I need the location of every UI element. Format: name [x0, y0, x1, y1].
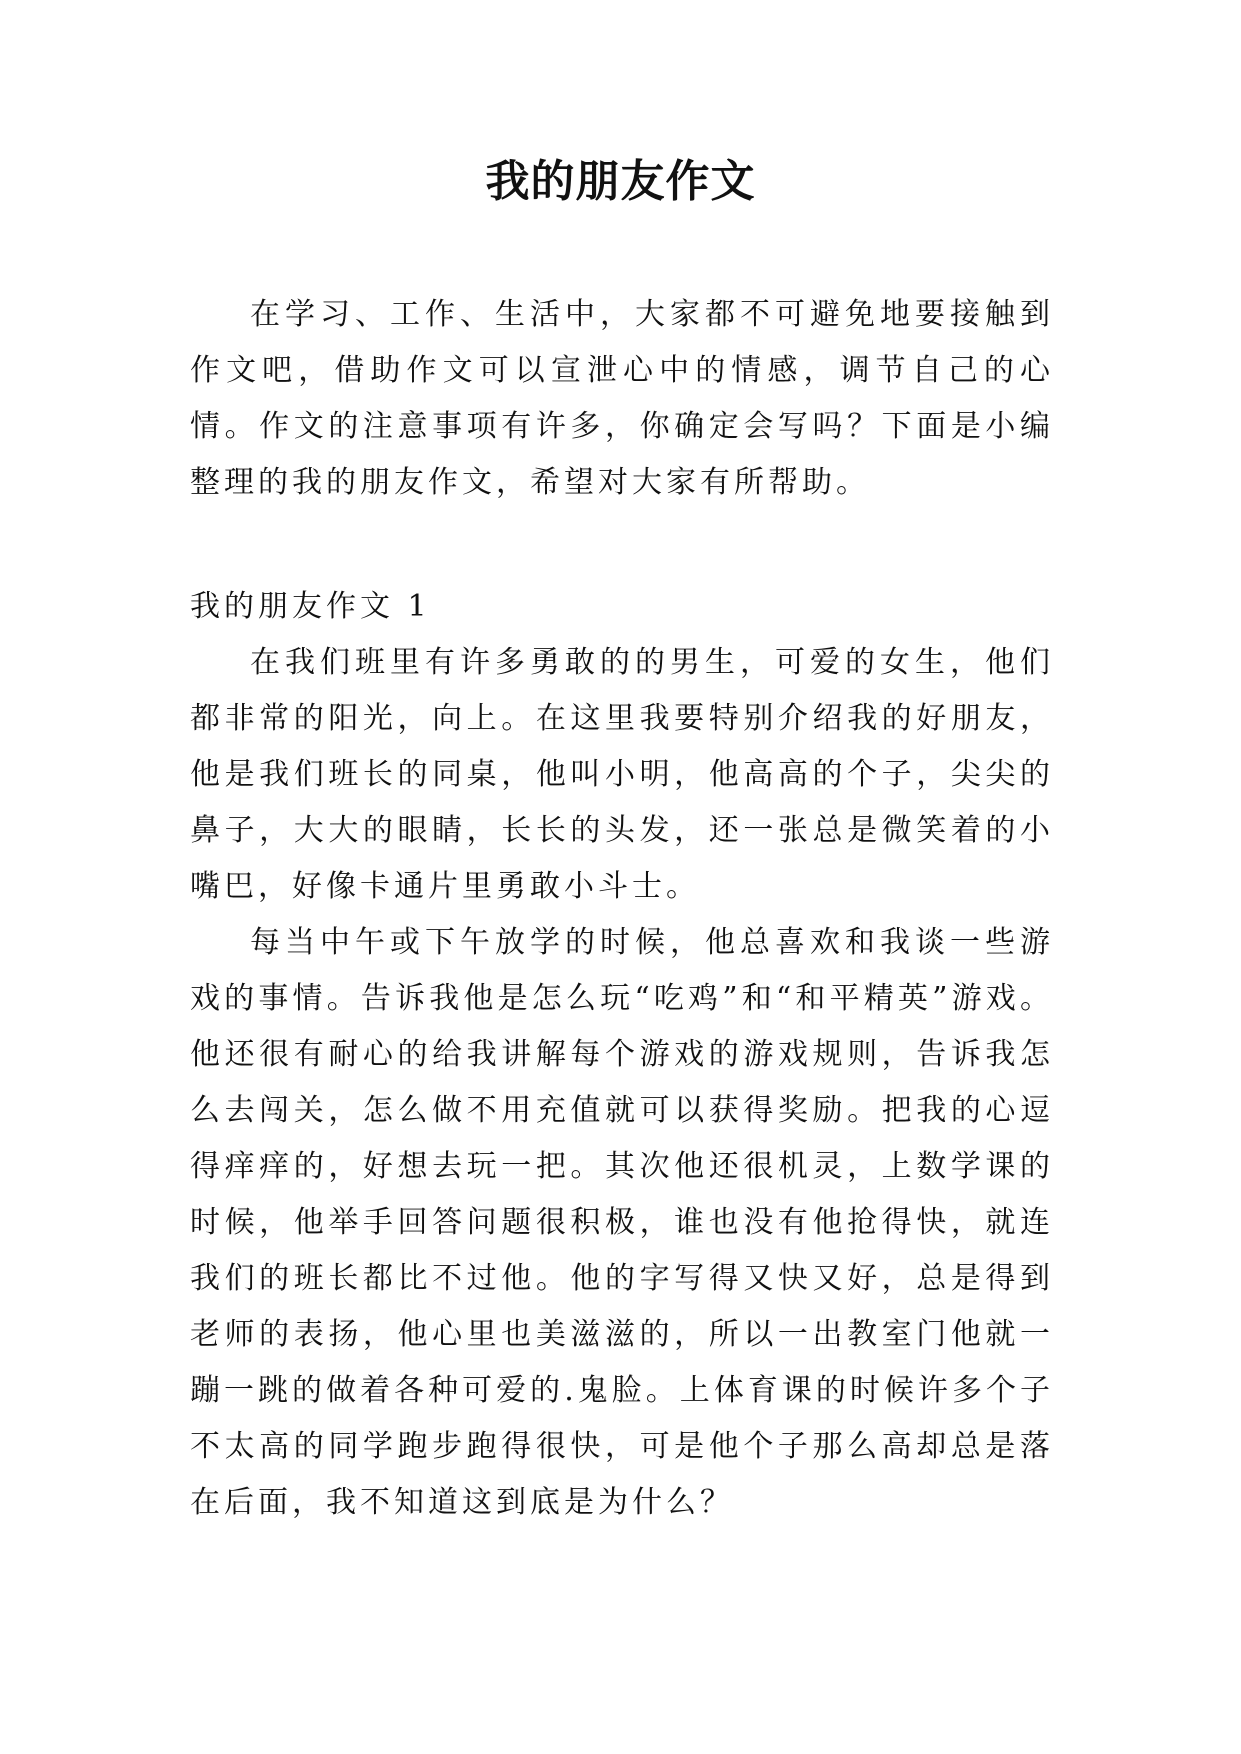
- intro-paragraph: 在学习、工作、生活中，大家都不可避免地要接触到作文吧，借助作文可以宣泄心中的情感，调节自己的心情。作文的注意事项有许多，你确定会写吗？下面是小编整理的我的朋友作文，希望对大家有所帮助。: [190, 297, 1054, 500]
- essay-body: [190, 635, 1054, 1531]
- document-title: 我的朋友作文: [485, 156, 756, 207]
- essay-paragraph-2: 每当中午或下午放学的时候，他总喜欢和我谈一些游戏的事情。告诉我他是怎么玩“吃鸡”和“和平精英”游戏。他还很有耐心的给我讲解每个游戏的游戏规则，告诉我怎么去闯关，怎么做不用充值就可以获得奖励。把我的心逗得痒痒的，好想去玩一把。其次他还很机灵，上数学课的时候，他举手回答问题很积极，谁也没有他抢得快，就连我们的班长都比不过他。他的字写得又快又好，总是得到老师的表扬，他心里也美滋滋的，所以一出教室门他就一蹦一跳的做着各种可爱的.鬼脸。上体育课的时候许多个子不太高的同学跑步跑得很快，可是他个子那么高却总是落在后面，我不知道这到底是为什么？: [190, 925, 1054, 1520]
- section-heading: 我的朋友作文 1: [190, 589, 431, 624]
- essay-paragraph-1: 在我们班里有许多勇敢的的男生，可爱的女生，他们都非常的阳光，向上。在这里我要特别介绍我的好朋友，他是我们班长的同桌，他叫小明，他高高的个子，尖尖的鼻子，大大的眼睛，长长的头发，还一张总是微笑着的小嘴巴，好像卡通片里勇敢小斗士。: [190, 645, 1054, 904]
- intro-section: [190, 287, 1054, 511]
